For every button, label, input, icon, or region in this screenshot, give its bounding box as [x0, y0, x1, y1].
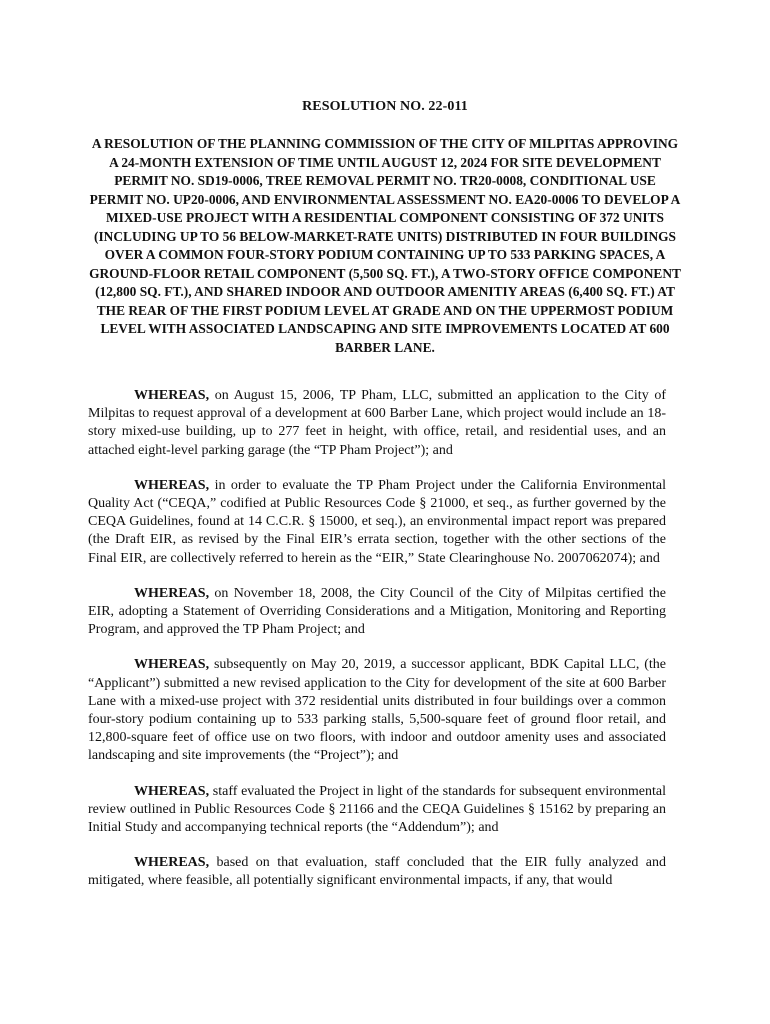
whereas-lead: WHEREAS,	[134, 657, 210, 673]
whereas-lead: WHEREAS,	[134, 388, 210, 403]
paragraph-text: subsequently on May 20, 2019, a successor applicant, BDK Capital LLC, (the “Applicant”) submitted a new revised application to the City for development of the site at 600 Barber Lane with a mixed-use project with 372 residential units distributed in four buildings over a common four-story podium containing up to 533 parking stalls, 5,500-square feet of ground floor retail, and 12,800-square feet of office use on two floors, with indoor and outdoor amenity uses and associated landscaping and site improvements (the “Project”); and	[88, 657, 666, 764]
whereas-lead: WHEREAS,	[134, 477, 210, 493]
paragraph-text: in order to evaluate the TP Pham Project under the California Environmental Quality Act (“CEQA,” codified at Public Resources Code § 21000, et seq., as further governed by the CEQA Guidelines, found at 14 C.C.R. § 15000, et seq.), an environmental impact report was prepared (the Draft EIR, as revised by the Final EIR’s errata section, together with the other sections of the Final EIR, are collectively referred to herein as the “EIR,” State Clearinghouse No. 2007062074); and	[88, 477, 666, 566]
paragraph-text: on November 18, 2008, the City Council of the City of Milpitas certified the EIR, adopting a Statement of Overriding Considerations and a Mitigation, Monitoring and Reporting Program, and approved the TP Pham Project; and	[88, 585, 666, 638]
whereas-lead: WHEREAS,	[134, 783, 210, 799]
paragraph-text: staff evaluated the Project in light of the standards for subsequent environmental review outlined in Public Resources Code § 21166 and the CEQA Guidelines § 15162 by preparing an Initial Study and accompanying technical reports (the “Addendum”); and	[88, 783, 666, 836]
whereas-lead: WHEREAS,	[134, 585, 210, 601]
whereas-paragraph-2	[88, 477, 666, 568]
resolution-number: RESOLUTION NO. 22-011	[302, 99, 468, 114]
whereas-paragraph-1	[88, 387, 666, 460]
whereas-lead: WHEREAS,	[134, 855, 210, 871]
paragraph-text: based on that evaluation, staff concluded that the EIR fully analyzed and mitigated, where feasible, all potentially significant environmental impacts, if any, that would	[88, 855, 666, 889]
resolution-title: A RESOLUTION OF THE PLANNING COMMISSION OF THE CITY OF MILPITAS APPROVING A 24-MONTH EXTENSION OF TIME UNTIL AUGUST 12, 2024 FOR SITE DEVELOPMENT PERMIT NO. SD19-0006, TREE REMOVAL PERMIT NO. TR20-0008, CONDITIONAL USE PERMIT NO. UP20-0006, AND ENVIRONMENTAL ASSESSMENT NO. EA20-0006 TO DEVELOP A MIXED-USE PROJECT WITH A RESIDENTIAL COMPONENT CONSISTING OF 372 UNITS (INCLUDING UP TO 56 BELOW-MARKET-RATE UNITS) DISTRIBUTED IN FOUR BUILDINGS OVER A COMMON FOUR-STORY PODIUM CONTAINING UP TO 533 PARKING SPACES, A GROUND-FLOOR RETAIL COMPONENT (5,500 SQ. FT.), A TWO-STORY OFFICE COMPONENT (12,800 SQ. FT.), AND SHARED INDOOR AND OUTDOOR AMENITIY AREAS (6,400 SQ. FT.) AT THE REAR OF THE FIRST PODIUM LEVEL AT GRADE AND ON THE UPPERMOST PODIUM LEVEL WITH ASSOCIATED LANDSCAPING AND SITE IMPROVEMENTS LOCATED AT 600 BARBER LANE.	[89, 136, 681, 355]
paragraph-text: on August 15, 2006, TP Pham, LLC, submitted an application to the City of Milpitas to request approval of a development at 600 Barber Lane, which project would include an 18-story mixed-use building, up to 277 feet in height, with office, retail, and residential uses, and an attached eight-level parking garage (the “TP Pham Project”); and	[88, 388, 666, 458]
whereas-paragraph-6	[88, 854, 666, 890]
whereas-paragraph-5	[88, 783, 666, 838]
document-body	[88, 387, 666, 908]
whereas-paragraph-4	[88, 656, 666, 765]
whereas-paragraph-3	[88, 585, 666, 640]
